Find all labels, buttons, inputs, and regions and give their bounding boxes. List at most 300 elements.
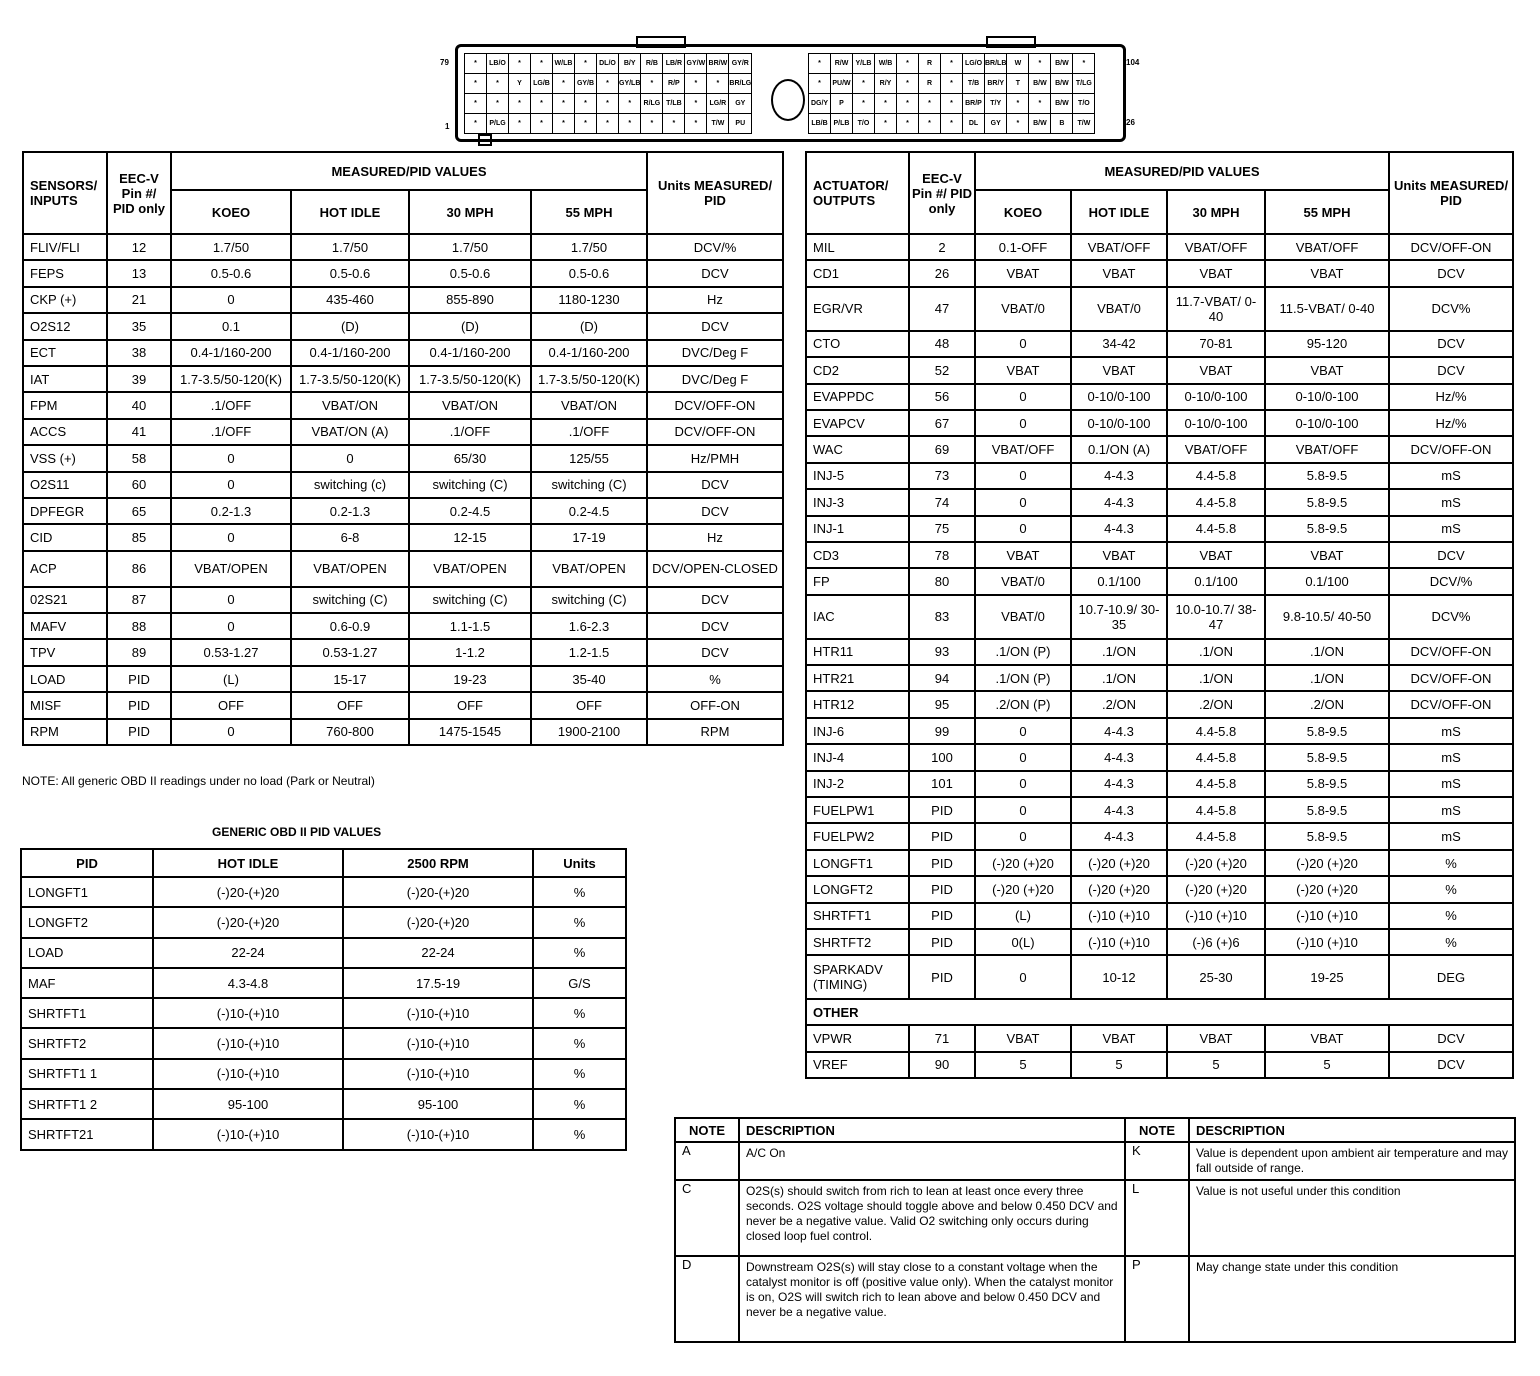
table-cell: (L): [171, 666, 291, 692]
row-label: EVAPCV: [806, 410, 909, 436]
table-cell: 4-4.3: [1071, 489, 1167, 515]
table-cell: (D): [531, 313, 647, 339]
table-cell: switching (C): [409, 587, 531, 613]
table-cell: 1.7/50: [409, 234, 531, 260]
table-cell: mS: [1389, 823, 1513, 849]
table-cell: 11.5-VBAT/ 0-40: [1265, 287, 1389, 331]
row-label: INJ-2: [806, 771, 909, 797]
table-cell: 88: [107, 613, 171, 639]
actuator-outputs-table: [805, 151, 1514, 1079]
table-cell: 0.1: [171, 313, 291, 339]
row-label: MAFV: [23, 613, 107, 639]
table-row: [21, 998, 626, 1028]
connector-pin: R/W: [831, 54, 853, 74]
connector-pin: *: [465, 114, 487, 134]
col-sensors-inputs: SENSORS/ INPUTS: [23, 152, 107, 234]
connector-pin: *: [897, 94, 919, 114]
connector-pin: T/LG: [1073, 74, 1095, 94]
table-cell: DCV/OFF-ON: [647, 392, 783, 418]
connector-pin: GY: [729, 94, 752, 114]
table-cell: %: [533, 907, 626, 937]
table-row: [23, 287, 783, 313]
table-row: [23, 639, 783, 665]
table-cell: PID: [909, 797, 975, 823]
connector-pin: GY/W: [685, 54, 707, 74]
table-cell: 0-10/0-100: [1071, 410, 1167, 436]
col-units: Units MEASURED/ PID: [647, 152, 783, 234]
row-label: SHRTFT1: [21, 998, 153, 1028]
table-cell: OFF: [531, 692, 647, 718]
table-cell: 9.8-10.5/ 40-50: [1265, 595, 1389, 639]
table-cell: VBAT/ON: [409, 392, 531, 418]
table-cell: 13: [107, 260, 171, 286]
row-label: SHRTFT2: [21, 1028, 153, 1058]
connector-pin: B/W: [1051, 54, 1073, 74]
table-cell: (L): [975, 903, 1071, 929]
connector-pin: LB/B: [809, 114, 831, 134]
table-row: [23, 472, 783, 498]
table-row: [806, 929, 1513, 955]
row-label: O2S11: [23, 472, 107, 498]
table-cell: 12: [107, 234, 171, 260]
table-row: [806, 331, 1513, 357]
table-row: [23, 313, 783, 339]
table-cell: 2: [909, 234, 975, 260]
table-cell: (-)20 (+)20: [1167, 850, 1265, 876]
table-cell: 0.6-0.9: [291, 613, 409, 639]
table-cell: 11.7-VBAT/ 0-40: [1167, 287, 1265, 331]
connector-pin: *: [897, 114, 919, 134]
table-cell: (-)20-(+)20: [153, 877, 343, 907]
table-cell: 1180-1230: [531, 287, 647, 313]
table-cell: 75: [909, 516, 975, 542]
table-cell: .1/ON: [1167, 665, 1265, 691]
table-cell: mS: [1389, 771, 1513, 797]
connector-body: [455, 44, 1126, 142]
row-label: INJ-3: [806, 489, 909, 515]
table-cell: VBAT/OFF: [975, 436, 1071, 462]
table-cell: OFF: [171, 692, 291, 718]
connector-pin: *: [897, 54, 919, 74]
table-cell: (-)10-(+)10: [153, 1028, 343, 1058]
connector-pin: B/W: [1051, 74, 1073, 94]
table-cell: 1.7/50: [531, 234, 647, 260]
table-cell: 22-24: [153, 938, 343, 968]
note-code: P: [1125, 1256, 1189, 1342]
notes-legend-table: [674, 1117, 1516, 1343]
table-cell: switching (C): [409, 472, 531, 498]
notes-row: [675, 1256, 1515, 1342]
table-cell: switching (C): [291, 587, 409, 613]
note-description: May change state under this condition: [1189, 1256, 1515, 1342]
table-row: [23, 498, 783, 524]
table-cell: %: [1389, 903, 1513, 929]
connector-pin-row: [809, 74, 1095, 94]
connector-pin: BR/LG: [729, 74, 752, 94]
table-cell: VBAT/OPEN: [171, 551, 291, 587]
row-label: LOAD: [21, 938, 153, 968]
table-cell: 0: [171, 587, 291, 613]
table-cell: 1-1.2: [409, 639, 531, 665]
col-actuator-outputs: ACTUATOR/ OUTPUTS: [806, 152, 909, 234]
connector-pin: GY/LB: [619, 74, 641, 94]
connector-pin: *: [531, 54, 553, 74]
table-cell: VBAT: [1167, 1025, 1265, 1051]
connector-pin: B/W: [1029, 114, 1051, 134]
table-cell: 85: [107, 524, 171, 550]
connector-pin: GY/R: [729, 54, 752, 74]
table-cell: 0.2-4.5: [409, 498, 531, 524]
table-cell: 1.6-2.3: [531, 613, 647, 639]
table-cell: DCV: [1389, 1025, 1513, 1051]
table-cell: 95-120: [1265, 331, 1389, 357]
table-cell: 10.7-10.9/ 30-35: [1071, 595, 1167, 639]
table-cell: 86: [107, 551, 171, 587]
table-cell: 38: [107, 340, 171, 366]
row-label: FP: [806, 568, 909, 594]
pin-label-79: 79: [440, 58, 449, 67]
table-cell: 0-10/0-100: [1265, 384, 1389, 410]
connector-pin: B/W: [1029, 74, 1051, 94]
table-cell: (-)10-(+)10: [153, 998, 343, 1028]
table-cell: 34-42: [1071, 331, 1167, 357]
table-cell: 90: [909, 1052, 975, 1078]
table-cell: .1/ON: [1265, 639, 1389, 665]
connector-pin: *: [897, 74, 919, 94]
table-cell: 0: [975, 955, 1071, 999]
table-cell: .2/ON: [1167, 691, 1265, 717]
table-cell: 58: [107, 445, 171, 471]
connector-pin: BR/LB: [985, 54, 1007, 74]
connector-pin: T/O: [1073, 94, 1095, 114]
connector-pin: *: [487, 74, 509, 94]
col-hot-idle: HOT IDLE: [153, 849, 343, 877]
table-cell: 19-23: [409, 666, 531, 692]
table-cell: 0.1/100: [1167, 568, 1265, 594]
table-cell: 0.53-1.27: [171, 639, 291, 665]
table-cell: 1.7/50: [171, 234, 291, 260]
connector-pin-grid-left: [464, 53, 752, 134]
table-row: [806, 489, 1513, 515]
table-cell: 4.4-5.8: [1167, 489, 1265, 515]
table-cell: 4.3-4.8: [153, 968, 343, 998]
table-row: [23, 419, 783, 445]
row-label: TPV: [23, 639, 107, 665]
table-cell: 4.4-5.8: [1167, 771, 1265, 797]
pin-label-26: 26: [1126, 118, 1135, 127]
connector-pin: W: [1007, 54, 1029, 74]
table-row: [23, 666, 783, 692]
connector-pin: *: [919, 114, 941, 134]
connector-pin: *: [685, 74, 707, 94]
table-cell: 0: [171, 472, 291, 498]
table-cell: 4.4-5.8: [1167, 823, 1265, 849]
table-row: [806, 639, 1513, 665]
connector-pin: R: [919, 54, 941, 74]
table-cell: DCV/OFF-ON: [1389, 691, 1513, 717]
table-cell: 4.4-5.8: [1167, 744, 1265, 770]
row-label: FEPS: [23, 260, 107, 286]
table-cell: 1.7-3.5/50-120(K): [531, 366, 647, 392]
connector-pin: T/LB: [663, 94, 685, 114]
connector-pin-row: [809, 114, 1095, 134]
table-cell: (D): [409, 313, 531, 339]
table-cell: 0: [975, 823, 1071, 849]
table-cell: (-)6 (+)6: [1167, 929, 1265, 955]
table-cell: 67: [909, 410, 975, 436]
table-cell: VBAT/0: [1071, 287, 1167, 331]
table-cell: switching (C): [531, 587, 647, 613]
connector-pin: LB/O: [487, 54, 509, 74]
table-cell: (-)10-(+)10: [343, 1028, 533, 1058]
row-label: VPWR: [806, 1025, 909, 1051]
table-cell: DCV: [647, 472, 783, 498]
connector-pin: Y/LB: [853, 54, 875, 74]
table-row: [806, 516, 1513, 542]
connector-pin: *: [509, 54, 531, 74]
sensors-inputs-table: [22, 151, 784, 746]
col-description: DESCRIPTION: [739, 1118, 1125, 1142]
table-cell: (-)10-(+)10: [343, 1119, 533, 1149]
connector-pin: Y: [509, 74, 531, 94]
notes-row: [675, 1180, 1515, 1256]
table-cell: %: [533, 1119, 626, 1149]
table-cell: VBAT/OFF: [1265, 234, 1389, 260]
col-55-mph: 55 MPH: [1265, 190, 1389, 234]
col-hot-idle: HOT IDLE: [291, 190, 409, 234]
table-cell: 93: [909, 639, 975, 665]
row-label: MIL: [806, 234, 909, 260]
table-cell: 0.2-1.3: [171, 498, 291, 524]
table-cell: 0: [975, 516, 1071, 542]
connector-pin: *: [465, 54, 487, 74]
table-cell: .1/ON: [1265, 665, 1389, 691]
row-label: EVAPPDC: [806, 384, 909, 410]
table-cell: VBAT/0: [975, 287, 1071, 331]
row-label: IAC: [806, 595, 909, 639]
table-cell: %: [533, 1028, 626, 1058]
connector-pin: T/W: [1073, 114, 1095, 134]
table-cell: 760-800: [291, 719, 409, 745]
table-cell: 1.7-3.5/50-120(K): [409, 366, 531, 392]
table-row: [23, 524, 783, 550]
table-cell: 5.8-9.5: [1265, 463, 1389, 489]
table-cell: DVC/Deg F: [647, 366, 783, 392]
connector-pin: *: [941, 74, 963, 94]
table-cell: 56: [909, 384, 975, 410]
connector-pin: *: [575, 94, 597, 114]
connector-pin: B/Y: [619, 54, 641, 74]
table-cell: 0.1/100: [1265, 568, 1389, 594]
connector-pin: GY/B: [575, 74, 597, 94]
table-cell: 60: [107, 472, 171, 498]
table-row: [806, 665, 1513, 691]
table-cell: 78: [909, 542, 975, 568]
connector-pin: *: [465, 94, 487, 114]
table-cell: 0.4-1/160-200: [409, 340, 531, 366]
col-units: Units: [533, 849, 626, 877]
connector-pin: *: [553, 94, 575, 114]
connector-pin-row: [809, 54, 1095, 74]
table-cell: DCV: [1389, 357, 1513, 383]
table-cell: 65: [107, 498, 171, 524]
table-cell: 5.8-9.5: [1265, 718, 1389, 744]
table-cell: PID: [107, 719, 171, 745]
table-cell: DCV/OFF-ON: [647, 419, 783, 445]
table-cell: 1.2-1.5: [531, 639, 647, 665]
table-cell: PID: [909, 929, 975, 955]
connector-pin: *: [641, 114, 663, 134]
table-cell: VBAT: [1167, 542, 1265, 568]
table-cell: 0-10/0-100: [1167, 410, 1265, 436]
table-row: [806, 234, 1513, 260]
table-row: [806, 744, 1513, 770]
table-cell: mS: [1389, 489, 1513, 515]
note-description: Downstream O2S(s) will stay close to a constant voltage when the catalyst monitor is off (positive value only). When the catalyst monitor is on, O2S will switch rich to lean above and below 0.450 DCV and never be a negative value.: [739, 1256, 1125, 1342]
table-cell: 0.1/ON (A): [1071, 436, 1167, 462]
table-cell: 0.2-1.3: [291, 498, 409, 524]
table-cell: %: [1389, 929, 1513, 955]
table-cell: switching (c): [291, 472, 409, 498]
table-cell: 15-17: [291, 666, 409, 692]
table-cell: 35-40: [531, 666, 647, 692]
table-cell: 0.4-1/160-200: [291, 340, 409, 366]
row-label: CKP (+): [23, 287, 107, 313]
table-cell: mS: [1389, 516, 1513, 542]
note-description: A/C On: [739, 1142, 1125, 1180]
table-cell: mS: [1389, 718, 1513, 744]
connector-pin: *: [531, 114, 553, 134]
table-row: [806, 771, 1513, 797]
table-cell: 26: [909, 260, 975, 286]
table-cell: 1.7/50: [291, 234, 409, 260]
table-cell: VBAT/OPEN: [531, 551, 647, 587]
table-cell: (-)20 (+)20: [1265, 876, 1389, 902]
table-row: [23, 551, 783, 587]
table-cell: OFF: [291, 692, 409, 718]
connector-pin: *: [941, 114, 963, 134]
table-cell: VBAT: [1071, 260, 1167, 286]
connector-pin: DG/Y: [809, 94, 831, 114]
connector-pin: T/W: [707, 114, 729, 134]
table-cell: 99: [909, 718, 975, 744]
table-cell: 4.4-5.8: [1167, 516, 1265, 542]
table-cell: 5.8-9.5: [1265, 823, 1389, 849]
table-cell: 10-12: [1071, 955, 1167, 999]
connector-pin: *: [509, 114, 531, 134]
connector-pin: BR/Y: [985, 74, 1007, 94]
table-cell: 39: [107, 366, 171, 392]
table-row: [806, 823, 1513, 849]
row-label: CD2: [806, 357, 909, 383]
table-cell: (-)20 (+)20: [1071, 850, 1167, 876]
note-description: Value is not useful under this condition: [1189, 1180, 1515, 1256]
row-label: O2S12: [23, 313, 107, 339]
connector-pin: R/P: [663, 74, 685, 94]
table-cell: 0.5-0.6: [531, 260, 647, 286]
table-cell: 100: [909, 744, 975, 770]
table-row: [806, 357, 1513, 383]
table-cell: DCV%: [1389, 595, 1513, 639]
col-description-2: DESCRIPTION: [1189, 1118, 1515, 1142]
table-cell: 4.4-5.8: [1167, 463, 1265, 489]
table-cell: VBAT/OFF: [1071, 234, 1167, 260]
row-label: LONGFT2: [21, 907, 153, 937]
table-cell: %: [1389, 850, 1513, 876]
col-units: Units MEASURED/ PID: [1389, 152, 1513, 234]
connector-pin: R/Y: [875, 74, 897, 94]
table-cell: RPM: [647, 719, 783, 745]
connector-pin: GY: [985, 114, 1007, 134]
table-cell: OFF: [409, 692, 531, 718]
connector-pin: *: [1029, 94, 1051, 114]
table-cell: VBAT: [975, 1025, 1071, 1051]
table-row: [806, 1025, 1513, 1051]
table-cell: .2/ON (P): [975, 691, 1071, 717]
note-code: A: [675, 1142, 739, 1180]
table-cell: (-)20-(+)20: [153, 907, 343, 937]
table-row: [23, 613, 783, 639]
table-cell: .1/OFF: [171, 392, 291, 418]
table-cell: DCV: [1389, 1052, 1513, 1078]
note-description: Value is dependent upon ambient air temperature and may fall outside of range.: [1189, 1142, 1515, 1180]
table-cell: VBAT: [1265, 357, 1389, 383]
table-cell: 1.7-3.5/50-120(K): [291, 366, 409, 392]
table-cell: VBAT/OPEN: [409, 551, 531, 587]
table-cell: (-)20 (+)20: [1167, 876, 1265, 902]
table-cell: (-)20 (+)20: [1265, 850, 1389, 876]
table-cell: Hz: [647, 287, 783, 313]
table-cell: DCV: [647, 587, 783, 613]
row-label: ECT: [23, 340, 107, 366]
col-koeo: KOEO: [171, 190, 291, 234]
pin-label-1: 1: [445, 122, 450, 131]
table-cell: 0: [291, 445, 409, 471]
table-cell: VBAT: [1265, 260, 1389, 286]
table-cell: PID: [909, 903, 975, 929]
table-cell: PID: [107, 666, 171, 692]
connector-pin: BR/W: [707, 54, 729, 74]
table-cell: %: [533, 877, 626, 907]
table-row: [806, 436, 1513, 462]
connector-pin: *: [553, 74, 575, 94]
table-cell: 0: [171, 287, 291, 313]
table-cell: 10.0-10.7/ 38-47: [1167, 595, 1265, 639]
table-cell: VBAT: [975, 357, 1071, 383]
table-cell: G/S: [533, 968, 626, 998]
connector-pin: *: [875, 94, 897, 114]
row-label: SHRTFT21: [21, 1119, 153, 1149]
table-cell: VBAT: [1071, 542, 1167, 568]
table-cell: (-)10 (+)10: [1071, 903, 1167, 929]
table-cell: DEG: [1389, 955, 1513, 999]
table-cell: 47: [909, 287, 975, 331]
row-label: MAF: [21, 968, 153, 998]
connector-pin-row: [465, 114, 752, 134]
table-row: [21, 1059, 626, 1089]
col-measured-values: MEASURED/PID VALUES: [975, 152, 1389, 190]
row-label: MISF: [23, 692, 107, 718]
connector-pin: *: [1073, 54, 1095, 74]
connector-pin: B/W: [1051, 94, 1073, 114]
table-cell: 4-4.3: [1071, 771, 1167, 797]
table-cell: .2/ON: [1071, 691, 1167, 717]
table-cell: VBAT: [1071, 357, 1167, 383]
table-cell: 65/30: [409, 445, 531, 471]
table-cell: 0: [975, 744, 1071, 770]
connector-pin: *: [809, 74, 831, 94]
table-row: [806, 260, 1513, 286]
